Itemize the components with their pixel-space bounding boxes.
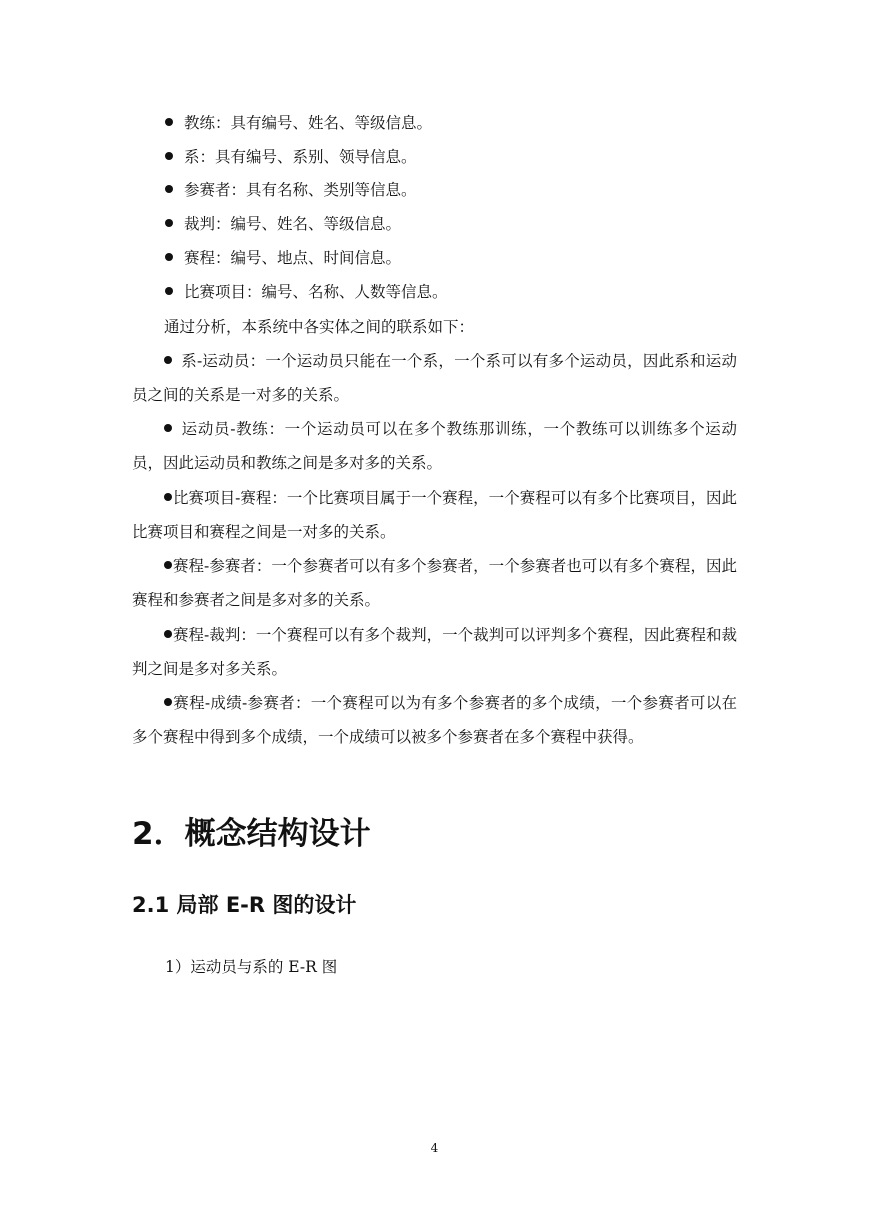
entity-bullet [165, 248, 401, 268]
relation-text: 赛程-裁判：一个赛程可以有多个裁判，一个裁判可以评判多个赛程，因此赛程和裁判之间是多对多关系。 [132, 626, 737, 678]
entity-bullet [165, 214, 401, 234]
bullet-dot-icon [164, 356, 172, 364]
relation-text: 系-运动员：一个运动员只能在一个系，一个系可以有多个运动员，因此系和运动员之间的关系是一对多的关系。 [132, 352, 737, 404]
bullet-dot-icon [165, 152, 173, 160]
intro-text: 通过分析，本系统中各实体之间的联系如下： [164, 318, 475, 336]
figure-caption: 1）运动员与系的 E-R 图 [165, 958, 338, 976]
relation-text: 赛程-参赛者：一个参赛者可以有多个参赛者，一个参赛者也可以有多个赛程，因此赛程和参赛者之间是多对多的关系。 [132, 557, 737, 609]
bullet-dot-icon [165, 185, 173, 193]
bullet-dot-icon [164, 424, 172, 432]
relation-text: 赛程-成绩-参赛者：一个赛程可以为有多个参赛者的多个成绩，一个参赛者可以在多个赛程中得到多个成绩，一个成绩可以被多个参赛者在多个赛程中获得。 [132, 694, 737, 746]
entity-text: 参赛者：具有名称、类别等信息。 [184, 181, 417, 199]
relation-paragraph [132, 412, 737, 480]
entity-bullet [165, 282, 448, 302]
relation-text: 运动员-教练：一个运动员可以在多个教练那训练，一个教练可以训练多个运动员，因此运动员和教练之间是多对多的关系。 [132, 420, 737, 472]
entity-bullet [165, 147, 417, 167]
section-heading: 2．概念结构设计 [132, 816, 371, 852]
subsection-heading: 2.1 局部 E-R 图的设计 [132, 893, 357, 917]
entity-text: 教练：具有编号、姓名、等级信息。 [184, 114, 433, 132]
entity-text: 比赛项目：编号、名称、人数等信息。 [184, 283, 448, 301]
relation-paragraph [132, 618, 737, 686]
bullet-dot-icon [164, 561, 172, 569]
bullet-dot-icon [165, 253, 173, 261]
entity-bullet [165, 113, 432, 133]
entity-bullet [165, 180, 417, 200]
bullet-dot-icon [164, 698, 172, 706]
entity-text: 赛程：编号、地点、时间信息。 [184, 249, 402, 267]
relation-text: 比赛项目-赛程：一个比赛项目属于一个赛程，一个赛程可以有多个比赛项目，因此比赛项目和赛程之间是一对多的关系。 [132, 489, 737, 541]
bullet-dot-icon [164, 493, 172, 501]
relation-paragraph [132, 686, 737, 754]
relation-paragraph [132, 344, 737, 412]
entity-text: 裁判：编号、姓名、等级信息。 [184, 215, 402, 233]
bullet-dot-icon [165, 118, 173, 126]
intro-paragraph [132, 310, 737, 344]
bullet-dot-icon [165, 287, 173, 295]
relation-paragraph [132, 549, 737, 617]
page-number: 4 [430, 1141, 439, 1155]
entity-text: 系：具有编号、系别、领导信息。 [184, 148, 417, 166]
bullet-dot-icon [165, 219, 173, 227]
bullet-dot-icon [164, 630, 172, 638]
relation-paragraph [132, 481, 737, 549]
